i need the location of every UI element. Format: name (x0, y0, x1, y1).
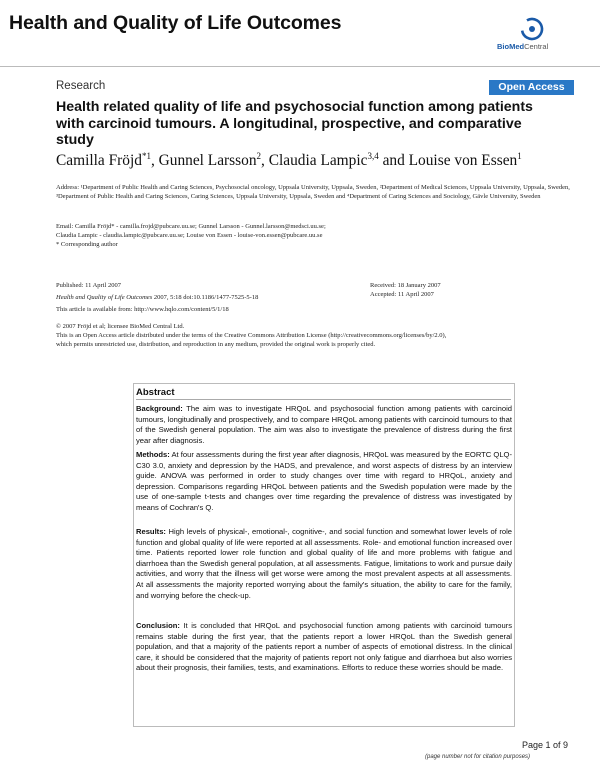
section-label: Research (56, 80, 106, 92)
author-name: Claudia Lampic (268, 152, 368, 170)
abstract-background: Background: The aim was to investigate HRQoL and psychosocial function among patients with carcinoid tumours, longitudinally and prospectively, and to compare HRQoL among patients with carcinoid tumours to that of the Swedish general population. The aim was also to investigate the prevalence of distress during the first year after diagnosis. (136, 404, 512, 445)
received-accepted-dates (370, 281, 570, 299)
publication-info (56, 281, 356, 314)
license-line: which permits unrestricted use, distribution, and reproduction in any medium, provided the original work is properly cited. (56, 341, 376, 348)
email-line: Email: Camilla Fröjd* - camilla.frojd@pubcare.uu.se; Gunnel Larsson - Gunnel.larsson@medsci.uu.se; (56, 223, 326, 230)
published-date: Published: 11 April 2007 (56, 282, 121, 289)
author-affiliation-marker: *1 (141, 151, 151, 161)
citation: Health and Quality of Life Outcomes 2007, 5:18 doi:10.1186/1477-7525-5-18 (56, 294, 259, 301)
copyright-line: © 2007 Fröjd et al; licensee BioMed Central Ltd. (56, 323, 185, 330)
abstract-divider (136, 399, 511, 400)
author-name: Camilla Fröjd (56, 152, 142, 170)
author-addresses: Address: ¹Department of Public Health and Caring Sciences, Psychosocial oncology, Uppsala University, Uppsala, Sweden, ²Department of Medical Sciences, Uppsala University, Uppsala, Sweden, ³Department of Public Health and Caring Sciences, Caring Sciences, Uppsala University, Uppsala, Sweden and ⁴Department of Caring Sciences and Sociology, Gävle University, Sweden (56, 184, 570, 200)
author-name: Gunnel Larsson (158, 152, 257, 170)
paper-title: Health related quality of life and psychosocial function among patients with carcinoid tumours. A longitudinal, prospective, and comparative study (56, 99, 533, 148)
author-affiliation-marker: 3,4 (367, 151, 379, 161)
abstract-methods: Methods: At four assessments during the first year after diagnosis, HRQoL was measured by the EORTC QLQ-C30 3.0, anxiety and depression by the HADS, and prevalence, and worst aspects of distress by an interview guide. ANOVA was performed in order to study changes over time with regard to HRQoL, anxiety and depression. Comparisons regarding HRQoL between patients and the Swedish population were made by the use of one-sample t-tests and changes over time regarding the prevalence of distress was investigated by means of Cochran's Q. (136, 450, 512, 512)
author-name: Louise von Essen (408, 152, 518, 170)
license-line: This is an Open Access article distributed under the terms of the Creative Commons Attribution License (http://creativecommons.org/licenses/by/2.0), (56, 332, 447, 339)
open-access-badge: Open Access (489, 80, 574, 95)
journal-title: Health and Quality of Life Outcomes (9, 12, 342, 34)
publisher-logo-text: BioMedCentral (497, 42, 549, 51)
author-emails (56, 222, 581, 240)
availability-link[interactable]: This article is available from: http://www.hqlo.com/content/5/1/18 (56, 306, 229, 313)
copyright-notice (56, 322, 586, 349)
email-line: Claudia Lampic - claudia.lampic@pubcare.uu.se; Louise von Essen - louise-von.essen@pubcare.uu.se (56, 232, 323, 239)
abstract-heading: Abstract (136, 387, 175, 398)
abstract-conclusion: Conclusion: It is concluded that HRQoL and psychosocial function among patients with carcinoid tumours remains stable during the first year, that the patients report a lower HRQoL than the Swedish general population, and that a majority of the patients report a number of aspects of emotional distress. In the clinical care, it should be considered that the majority of patients report not only fatigue and diarrhoea but also worries about their prognosis, their families, tests, and examinations. Efforts to reduce these worries should be made. (136, 621, 512, 673)
page-number-note: (page number not for citation purposes) (425, 754, 531, 760)
header-divider (0, 66, 600, 67)
corresponding-author-note: * Corresponding author (56, 241, 118, 248)
page-number: Page 1 of 9 (522, 740, 569, 750)
author-affiliation-marker: 2 (256, 151, 262, 161)
accepted-date: Accepted: 11 April 2007 (370, 291, 434, 298)
received-date: Received: 18 January 2007 (370, 282, 441, 289)
author-list: Camilla Fröjd$^{*1}$, Gunnel Larsson$^2$, Claudia Lampic$^{3,4}$ and Louise von Essen$^1$ (56, 151, 522, 170)
author-affiliation-marker: 1 (517, 151, 522, 161)
abstract-results: Results: High levels of physical-, emotional-, cognitive-, and social function and somewhat lower levels of role function and global quality of life were reported at all assessments. Role- and emotional function increased over time. Patients reported lower role function and global quality of life and more problems with fatigue and diarrhoea than the Swedish general population, at all assessments. Fatigue, limitations to work and pursue daily activities, and worry that the illness will get worse were among the most prevalent aspects at all assessments. At all assessments the majority reported worrying about the family's situation, the ability to care for the family, and worrying before the check-up. (136, 527, 512, 600)
